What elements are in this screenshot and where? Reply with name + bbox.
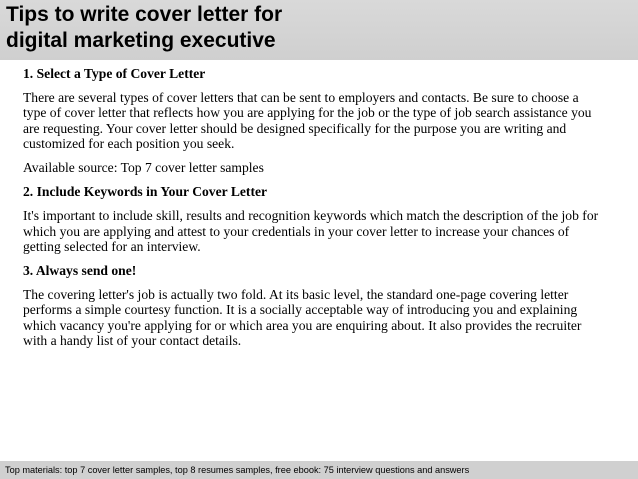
footer-bar (0, 461, 638, 479)
slide-title (6, 2, 626, 54)
footer-text: Top materials: top 7 cover letter samples, top 8 resumes samples, free ebook: 75 interview questions and answers (5, 465, 470, 475)
available-source-text: Available source: Top 7 cover letter samples (23, 160, 264, 176)
section-3-heading: 3. Always send one! (23, 263, 137, 279)
title-bar (0, 0, 638, 60)
section-1-paragraph: There are several types of cover letters that can be sent to employers and contacts. Be sure to choose a type of cover letter that reflects how you are applying for the job or the type of job search assistance you are requesting. Your cover letter should be designed specifically for the purpose you are writing and customized for each position you seek. (23, 90, 592, 151)
slide-title-line-1: Tips to write cover letter for (6, 3, 283, 26)
section-2-heading: 2. Include Keywords in Your Cover Letter (23, 184, 268, 200)
section-2-paragraph: It's important to include skill, results and recognition keywords which match the description of the job for which you are applying and attest to your credentials in your cover letter to increase your chances of getting selected for an interview. (23, 208, 599, 254)
section-3-paragraph: The covering letter's job is actually two fold. At its basic level, the standard one-page covering letter performs a simple courtesy function. It is a socially acceptable way of introducing you and explaining which vacancy you're applying for or which area you are enquiring about. It also provides the recruiter with a handy list of your contact details. (23, 287, 582, 348)
section-1-heading: 1. Select a Type of Cover Letter (23, 66, 206, 81)
slide-body (23, 66, 603, 348)
slide-title-line-2: digital marketing executive (6, 29, 276, 52)
